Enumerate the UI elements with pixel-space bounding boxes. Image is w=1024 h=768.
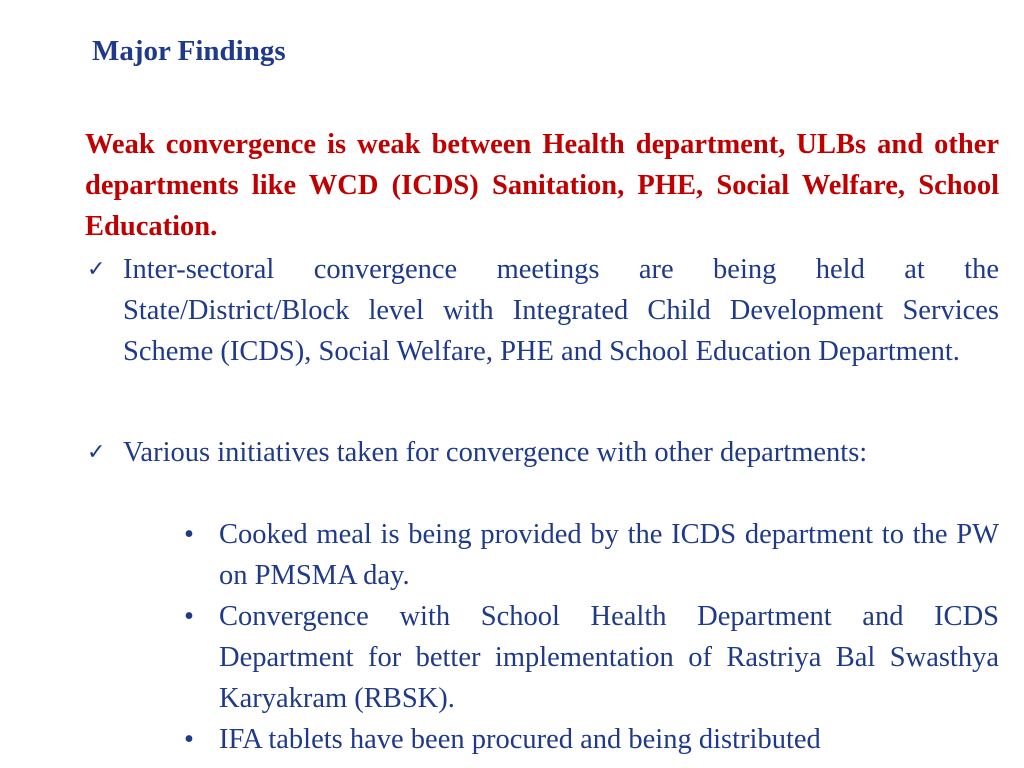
slide-title: Major Findings — [92, 35, 286, 67]
bullet-icon: • — [184, 519, 194, 550]
checklist-item — [85, 249, 999, 372]
checklist-item — [85, 432, 999, 473]
sub-list-item — [180, 719, 999, 760]
sub-list-item-text: Convergence with School Health Department and ICDS Department for better implementation of Rastriya Bal Swasthya Karyakram (RBSK). — [219, 601, 999, 714]
bullet-icon: • — [184, 601, 194, 632]
sub-list-item — [180, 514, 999, 596]
initiatives-sub-list — [180, 514, 999, 760]
check-mark-icon: ✓ — [87, 257, 106, 282]
checklist-item-text: Various initiatives taken for convergence with other departments: — [123, 437, 868, 468]
check-mark-icon: ✓ — [87, 440, 106, 465]
sub-list-item — [180, 596, 999, 719]
sub-list-item-text: Cooked meal is being provided by the ICDS department to the PW on PMSMA day. — [219, 519, 999, 591]
headline-finding: Weak convergence is weak between Health department, ULBs and other departments like WCD (ICDS) Sanitation, PHE, Social Welfare, School Education. — [85, 129, 999, 242]
checklist-item-text: Inter-sectoral convergence meetings are being held at the State/District/Block level with Integrated Child Development Services Scheme (ICDS), Social Welfare, PHE and School Education Department. — [123, 254, 999, 367]
sub-list-item-text: IFA tablets have been procured and being distributed — [219, 724, 821, 755]
bullet-icon: • — [184, 724, 194, 755]
